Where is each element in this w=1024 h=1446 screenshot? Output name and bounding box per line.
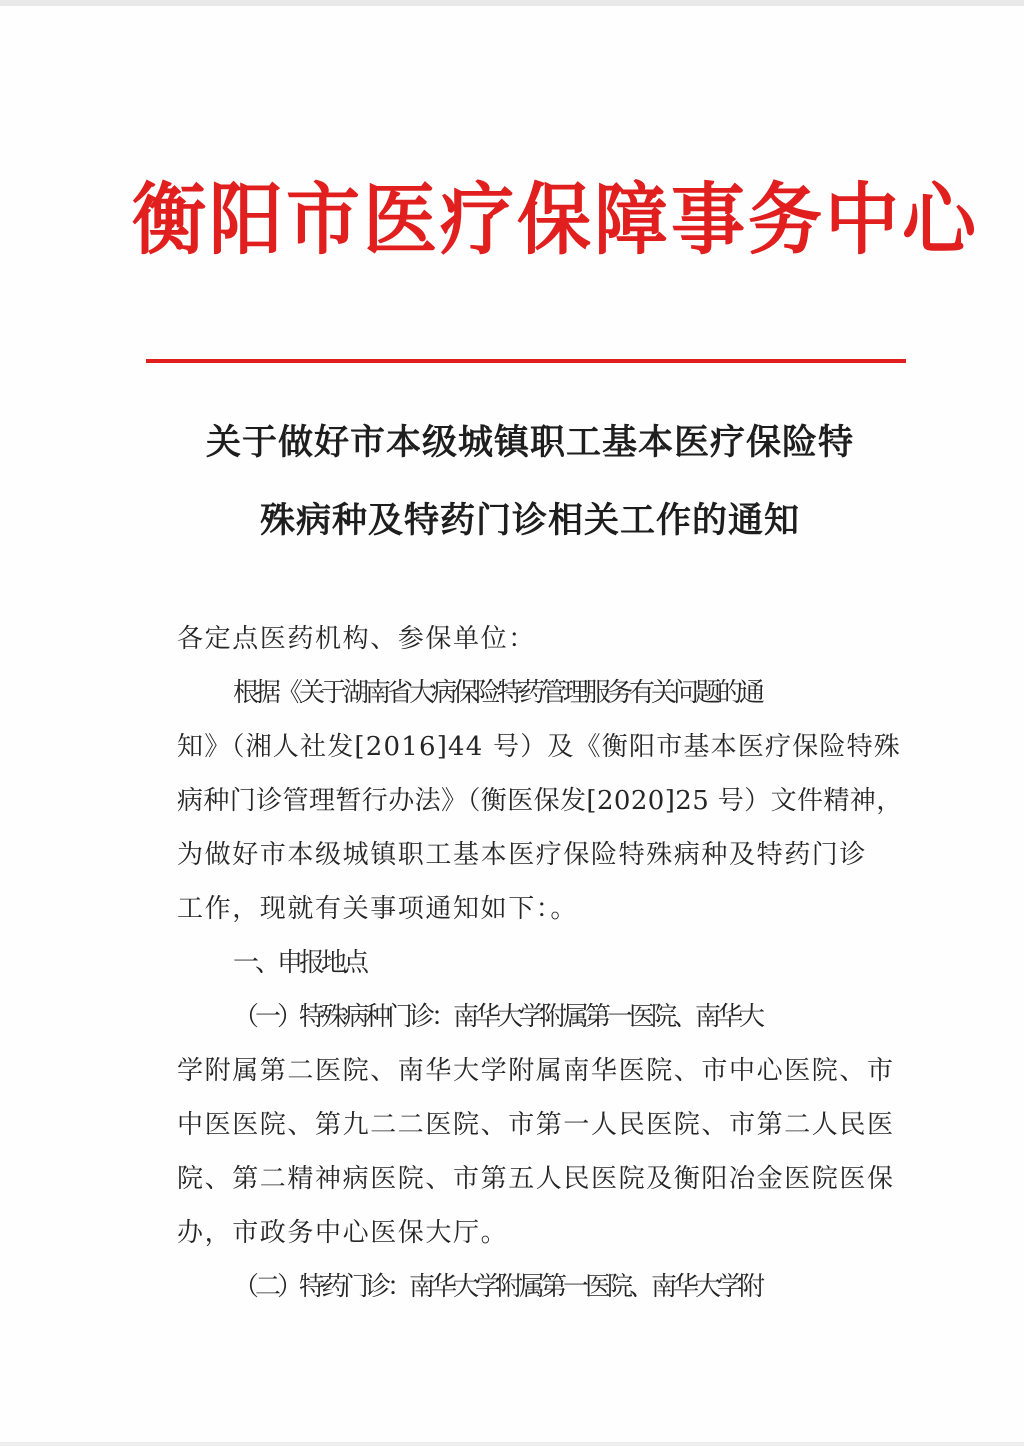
intro-line-4: 为做好市本级城镇职工基本医疗保险特殊病种及特药门诊: [177, 840, 868, 870]
letterhead-red-rule: [146, 359, 906, 363]
document-title: [120, 404, 940, 560]
section-heading: [177, 936, 903, 990]
item1-line-2: 学附属第二医院、南华大学附属南华医院、市中心医院、市: [177, 1056, 895, 1086]
title-line-1: 关于做好市本级城镇职工基本医疗保险特: [205, 423, 854, 463]
salutation: [177, 612, 903, 666]
intro-line-5: 工作，现就有关事项通知如下：。: [177, 894, 579, 924]
intro-line-3: 病种门诊管理暂行办法》（衡医保发[2020]25 号）文件精神，: [177, 786, 903, 816]
item1-line-5: 办，市政务中心医保大厅。: [177, 1218, 509, 1248]
item1-line-3: 中医医院、第九二二医院、市第一人民医院、市第二人民医: [177, 1110, 895, 1140]
intro-line-1: 根据《关于湖南省大病保险特药管理服务有关问题的通: [233, 678, 762, 708]
letterhead-org-name: 衡阳市医疗保障事务中心: [132, 174, 979, 266]
item-2-paragraph: [177, 1260, 903, 1314]
item2-line-1: （二）特药门诊：南华大学附属第一医院、南华大学附: [233, 1272, 762, 1302]
salutation-line: 各定点医药机构、参保单位：: [177, 624, 536, 654]
section-heading-line: 一、申报地点: [233, 948, 366, 978]
document-body: [177, 612, 903, 1314]
intro-line-2: 知》（湘人社发[2016]44 号）及《衡阳市基本医疗保险特殊: [177, 732, 902, 762]
intro-paragraph: [177, 666, 903, 936]
title-line-2: 殊病种及特药门诊相关工作的通知: [259, 501, 800, 541]
scan-edge-bottom: [0, 1442, 1024, 1446]
item-1-paragraph: [177, 990, 903, 1260]
item1-line-1: （一）特殊病种门诊：南华大学附属第一医院、南华大: [233, 1002, 762, 1032]
item1-line-4: 院、第二精神病医院、市第五人民医院及衡阳冶金医院医保: [177, 1164, 895, 1194]
